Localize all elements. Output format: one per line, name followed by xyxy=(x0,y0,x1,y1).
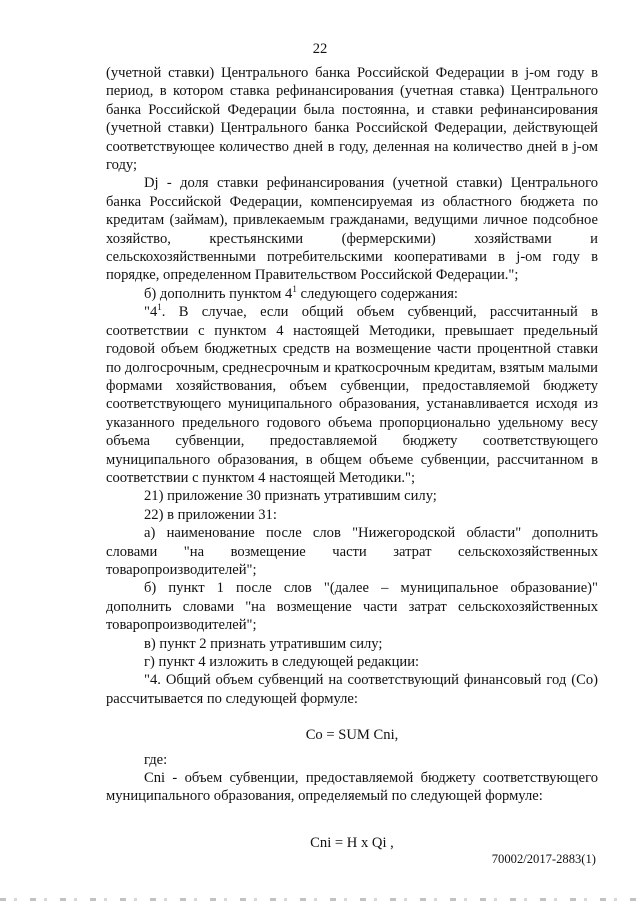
paragraph-point-4-1 xyxy=(106,303,598,487)
paragraph-point-4: "4. Общий объем субвенций на соответствующий финансовый год (Со) рассчитывается по следующей формуле: xyxy=(106,672,598,707)
text-before: "4 xyxy=(144,304,158,321)
document-body xyxy=(106,64,598,852)
text-before: б) дополнить пунктом 4 xyxy=(144,285,293,302)
paragraph-cni-definition: Сni - объем субвенции, предоставляемой бюджету соответствующего муниципального образования, определяемый по следующей формуле: xyxy=(106,770,598,805)
formula-total: Со = SUM Сni, xyxy=(305,727,399,744)
paragraph-continuation: (учетной ставки) Центрального банка Российской Федерации в j-ом году в период, в котором ставка рефинансирования (учетная ставка) Центрального банка Российской Федерации была постоянна, и ставки рефинансирования (учетной ставки) Центрального банка Российской Федерации, действующей соответствующее количество дней в году, деленная на количество дней в j-ом году; xyxy=(106,65,598,174)
paragraph-dj-definition: Dj - доля ставки рефинансирования (учетной ставки) Центрального банка Российской Федерации, компенсируемая из областного бюджета по кредитам (займам), привлекаемым гражданами, ведущими личное подсобное хозяйство, крестьянскими (фермерскими) хозяйствами и сельскохозяйственными потребительскими кооперативами в j-ом году в порядке, определенном Правительством Российской Федерации."; xyxy=(106,175,598,284)
paragraph-22: 22) в приложении 31: xyxy=(144,506,277,523)
paragraph-21: 21) приложение 30 признать утратившим силу; xyxy=(144,488,437,505)
paragraph-22v: в) пункт 2 признать утратившим силу; xyxy=(144,635,383,652)
superscript: 1 xyxy=(292,284,297,295)
document-code: 70002/2017-2883(1) xyxy=(491,852,596,866)
where-label: где: xyxy=(144,751,168,768)
text-after: следующего содержания: xyxy=(296,285,458,302)
scan-edge-artifact xyxy=(0,898,640,901)
superscript: 1 xyxy=(157,302,162,313)
page-number: 22 xyxy=(312,41,328,57)
paragraph-22g: г) пункт 4 изложить в следующей редакции: xyxy=(144,654,420,670)
paragraph-22b: б) пункт 1 после слов "(далее – муниципальное образование)" дополнить словами "на возмещение части затрат сельскохозяйственных товаропроизводителей"; xyxy=(106,580,598,634)
paragraph-22a: а) наименование после слов "Нижегородской области" дополнить словами "на возмещение части затрат сельскохозяйственных товаропроизводителей"; xyxy=(106,525,598,578)
text-after: . В случае, если общий объем субвенций, рассчитанный в соответствии с пунктом 4 настоящей Методики, превышает предельный годовой объем бюджетных средств на возмещение части процентной ставки по долгосрочным, среднесрочным и краткосрочным кредитам, взятым малыми формами хозяйствования, объем субвенции, предоставляемой бюджету соответствующего муниципального образования, устанавливается исходя из указанного предельного годового объема пропорционально удельному весу объема субвенции, предоставляемой бюджету соответствующего муниципального образования, в общем объеме субвенции, рассчитанном в соответствии с пунктом 4 настоящей Методики."; xyxy=(106,304,598,486)
paragraph-amend-b xyxy=(106,285,598,303)
formula-cni: Сni = Н х Qi , xyxy=(310,834,394,851)
